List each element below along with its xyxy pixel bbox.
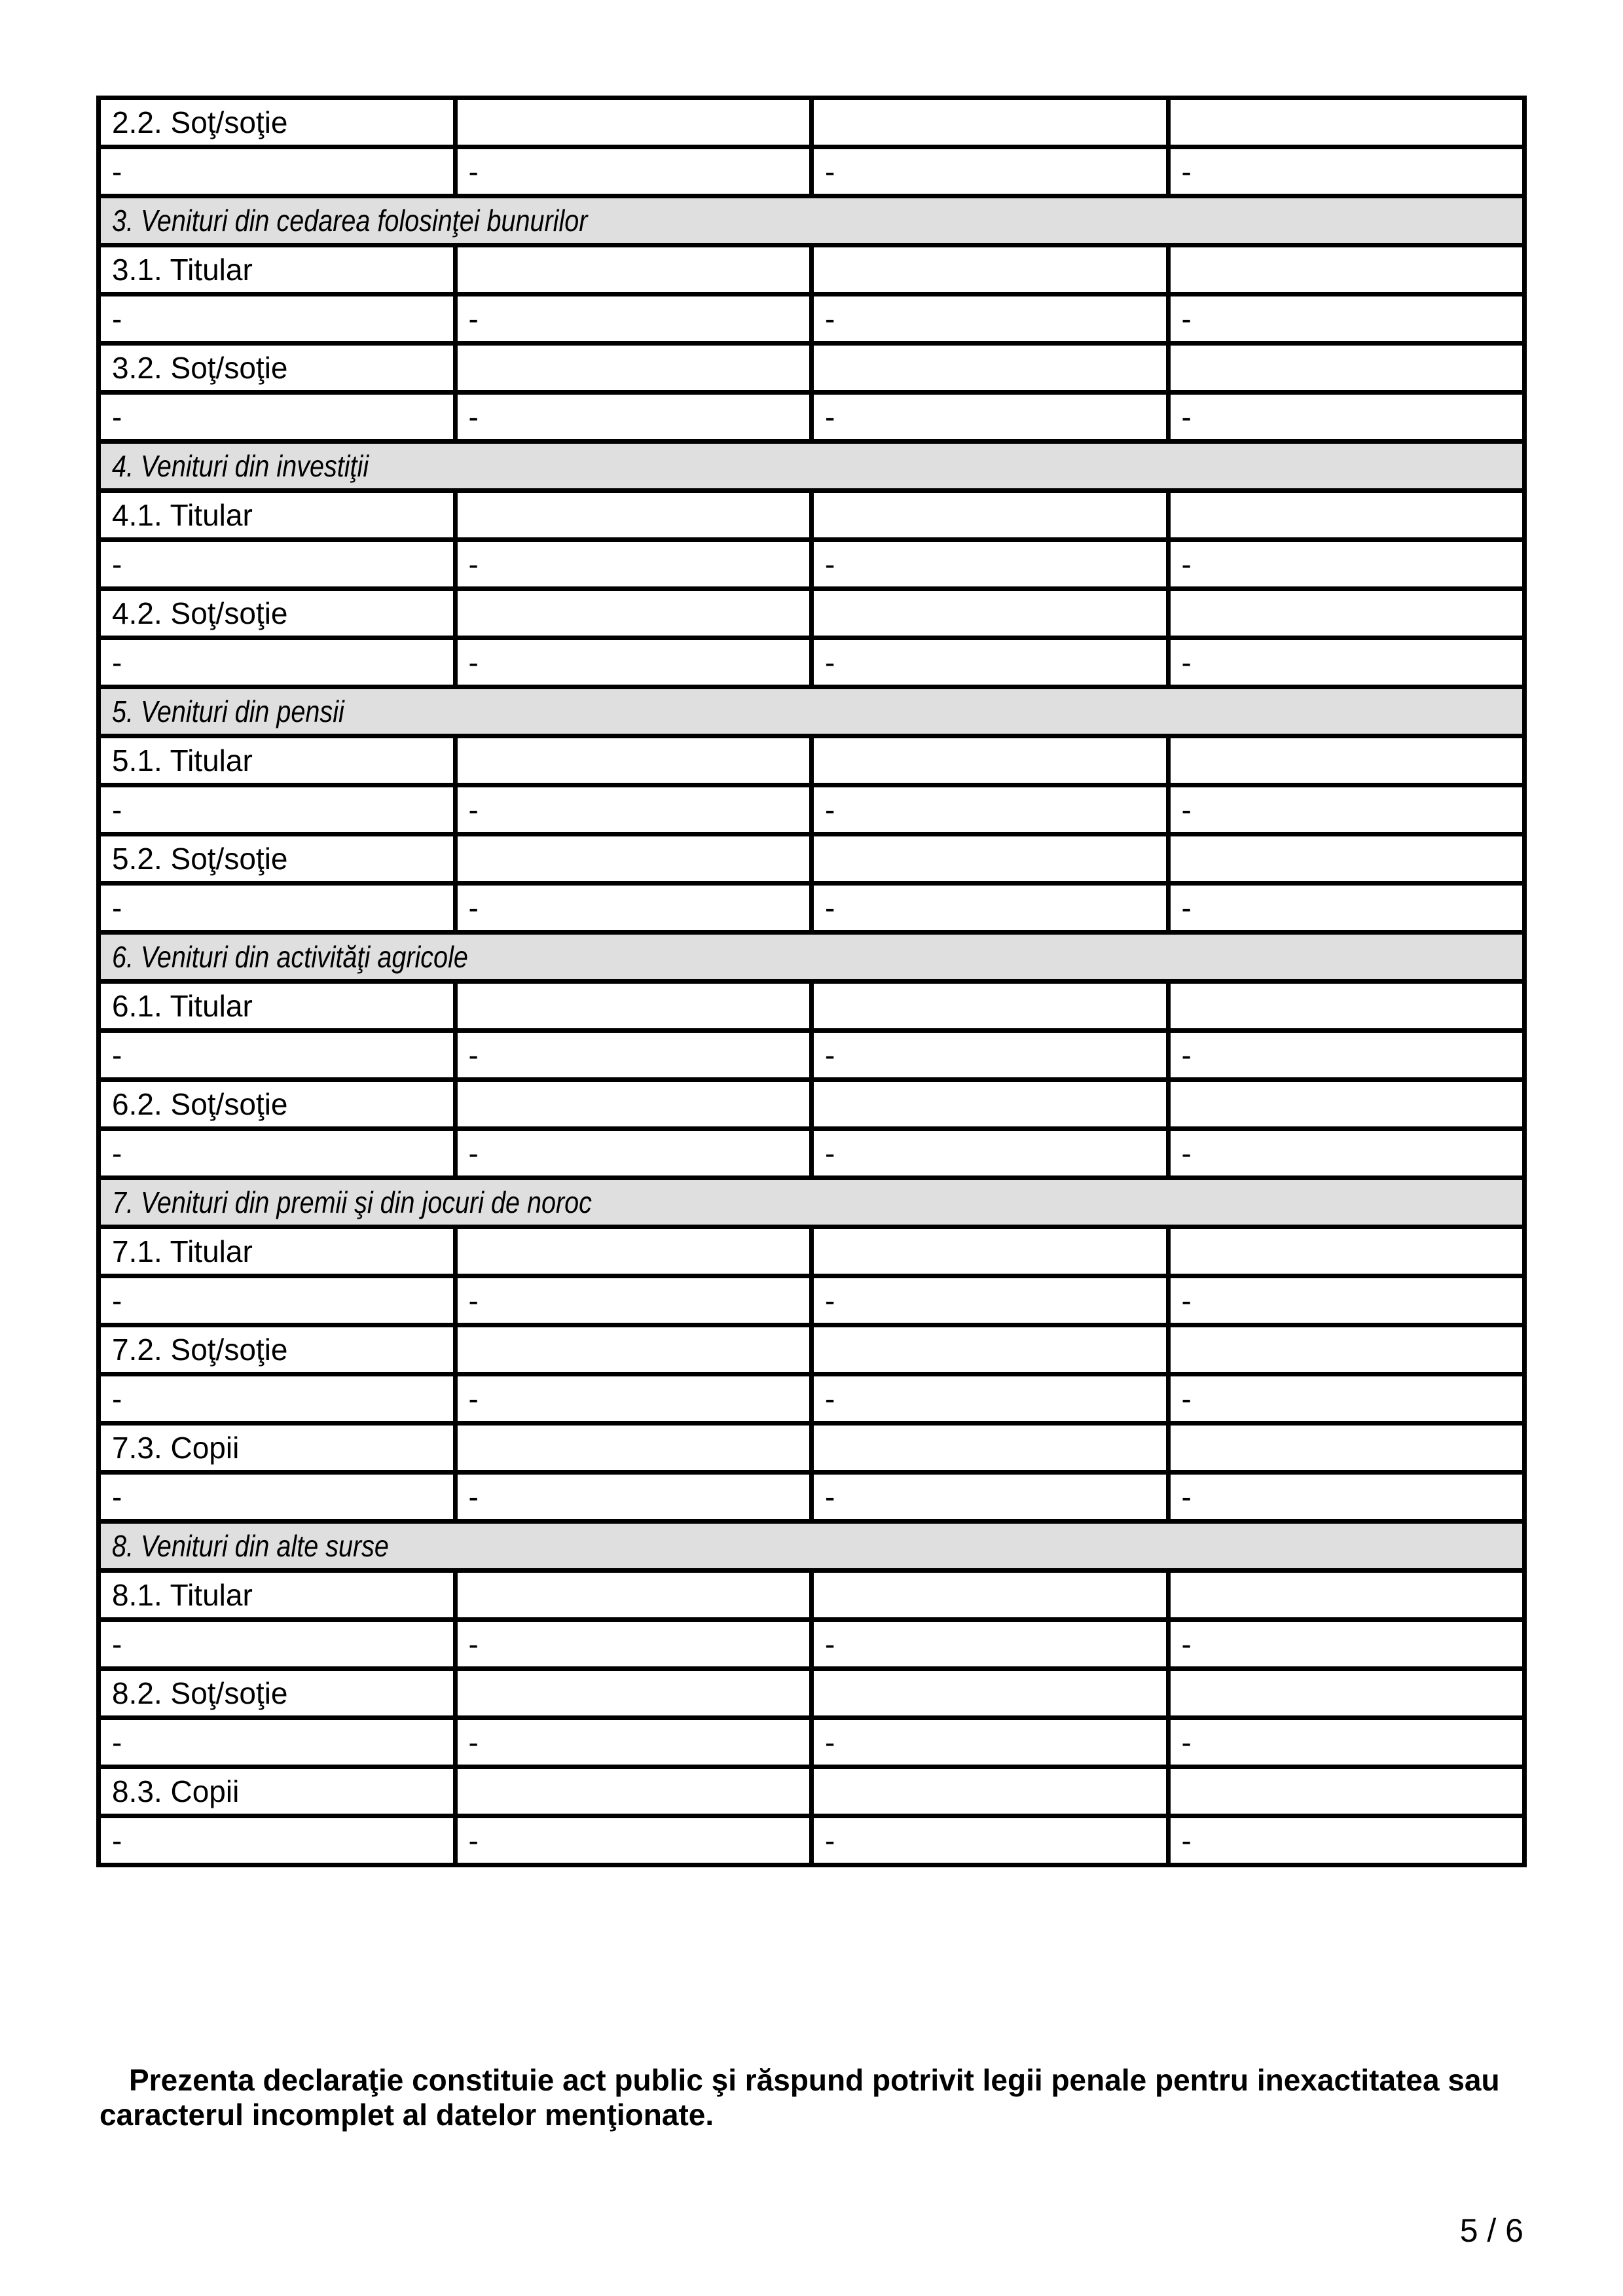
person-label-row — [99, 1767, 1525, 1816]
value-cell: - — [812, 1129, 1169, 1178]
person-label-row — [99, 736, 1525, 785]
empty-cell — [1168, 982, 1525, 1031]
value-cell: - — [812, 785, 1169, 834]
table-row — [99, 147, 1525, 196]
empty-cell — [455, 982, 812, 1031]
person-label-row — [99, 834, 1525, 884]
section-title-cell — [99, 1522, 1525, 1571]
person-label-cell: 3.2. Soţ/soţie — [99, 344, 456, 393]
page-number: 5 / 6 — [1459, 2212, 1523, 2249]
person-label-cell: 4.1. Titular — [99, 491, 456, 540]
value-cell: - — [1168, 1129, 1525, 1178]
empty-cell — [812, 1227, 1169, 1276]
section-title: 4. Venituri din investiţii — [112, 449, 369, 483]
person-label-cell: 8.3. Copii — [99, 1767, 456, 1816]
person-label-cell: 6.1. Titular — [99, 982, 456, 1031]
section-header-row — [99, 933, 1525, 982]
table-row — [99, 1374, 1525, 1424]
person-label-cell: 7.1. Titular — [99, 1227, 456, 1276]
table-row — [99, 1031, 1525, 1080]
table-row — [99, 1718, 1525, 1767]
empty-cell — [455, 736, 812, 785]
empty-cell — [1168, 245, 1525, 295]
empty-cell — [1168, 1080, 1525, 1129]
empty-cell — [455, 589, 812, 638]
person-label-row — [99, 98, 1525, 147]
value-cell: - — [812, 884, 1169, 933]
value-cell: - — [99, 638, 456, 687]
table-row — [99, 1816, 1525, 1865]
person-label-row — [99, 1227, 1525, 1276]
value-cell: - — [1168, 295, 1525, 344]
value-cell: - — [812, 1473, 1169, 1522]
table-row — [99, 1473, 1525, 1522]
person-label-cell: 4.2. Soţ/soţie — [99, 589, 456, 638]
person-label-row — [99, 491, 1525, 540]
value-cell: - — [455, 1620, 812, 1669]
value-cell: - — [99, 1276, 456, 1325]
income-table-body — [99, 98, 1525, 1865]
person-label-cell: 5.1. Titular — [99, 736, 456, 785]
person-label-row — [99, 1424, 1525, 1473]
empty-cell — [455, 1325, 812, 1374]
value-cell: - — [1168, 147, 1525, 196]
person-label-cell: 8.2. Soţ/soţie — [99, 1669, 456, 1718]
section-title-cell — [99, 687, 1525, 736]
value-cell: - — [455, 1473, 812, 1522]
empty-cell — [455, 1767, 812, 1816]
value-cell: - — [1168, 638, 1525, 687]
value-cell: - — [455, 1374, 812, 1424]
table-row — [99, 540, 1525, 589]
empty-cell — [812, 1767, 1169, 1816]
empty-cell — [1168, 589, 1525, 638]
empty-cell — [812, 344, 1169, 393]
value-cell: - — [99, 785, 456, 834]
person-label-row — [99, 1325, 1525, 1374]
value-cell: - — [812, 393, 1169, 442]
value-cell: - — [455, 1718, 812, 1767]
person-label-cell: 6.2. Soţ/soţie — [99, 1080, 456, 1129]
empty-cell — [812, 736, 1169, 785]
table-row — [99, 1620, 1525, 1669]
value-cell: - — [1168, 1031, 1525, 1080]
person-label-row — [99, 982, 1525, 1031]
value-cell: - — [99, 393, 456, 442]
section-header-row — [99, 1178, 1525, 1227]
table-row — [99, 393, 1525, 442]
value-cell: - — [812, 1031, 1169, 1080]
person-label-row — [99, 1080, 1525, 1129]
value-cell: - — [455, 785, 812, 834]
person-label-row — [99, 245, 1525, 295]
table-row — [99, 295, 1525, 344]
value-cell: - — [1168, 1473, 1525, 1522]
person-label-cell: 8.1. Titular — [99, 1571, 456, 1620]
section-title: 8. Venituri din alte surse — [112, 1529, 389, 1563]
empty-cell — [812, 245, 1169, 295]
section-title-cell — [99, 1178, 1525, 1227]
value-cell: - — [99, 1374, 456, 1424]
value-cell: - — [99, 1816, 456, 1865]
empty-cell — [1168, 834, 1525, 884]
value-cell: - — [1168, 393, 1525, 442]
table-row — [99, 884, 1525, 933]
empty-cell — [1168, 1571, 1525, 1620]
section-title-cell — [99, 933, 1525, 982]
empty-cell — [812, 1325, 1169, 1374]
empty-cell — [812, 1669, 1169, 1718]
value-cell: - — [99, 1129, 456, 1178]
section-title: 6. Venituri din activităţi agricole — [112, 940, 468, 974]
section-title-cell — [99, 442, 1525, 491]
empty-cell — [455, 1571, 812, 1620]
declaration-statement-line-2: caracterul incomplet al datelor menţionate. — [100, 2098, 714, 2132]
value-cell: - — [1168, 540, 1525, 589]
empty-cell — [1168, 491, 1525, 540]
value-cell: - — [455, 1276, 812, 1325]
section-header-row — [99, 1522, 1525, 1571]
value-cell: - — [812, 1620, 1169, 1669]
table-row — [99, 638, 1525, 687]
section-title-cell — [99, 196, 1525, 245]
income-declaration-table — [96, 96, 1527, 1867]
declaration-statement-line-1: Prezenta declaraţie constituie act public şi răspund potrivit legii penale pentru inexactitatea sau — [129, 2063, 1500, 2097]
empty-cell — [812, 982, 1169, 1031]
empty-cell — [455, 1080, 812, 1129]
value-cell: - — [1168, 884, 1525, 933]
value-cell: - — [1168, 1816, 1525, 1865]
value-cell: - — [812, 1718, 1169, 1767]
empty-cell — [455, 98, 812, 147]
value-cell: - — [455, 295, 812, 344]
empty-cell — [812, 1424, 1169, 1473]
value-cell: - — [812, 638, 1169, 687]
value-cell: - — [812, 1816, 1169, 1865]
empty-cell — [455, 1424, 812, 1473]
empty-cell — [455, 245, 812, 295]
value-cell: - — [812, 1276, 1169, 1325]
table-row — [99, 1276, 1525, 1325]
empty-cell — [812, 834, 1169, 884]
value-cell: - — [455, 638, 812, 687]
value-cell: - — [99, 1473, 456, 1522]
empty-cell — [455, 491, 812, 540]
value-cell: - — [99, 147, 456, 196]
value-cell: - — [812, 295, 1169, 344]
value-cell: - — [99, 295, 456, 344]
value-cell: - — [455, 147, 812, 196]
table-row — [99, 1129, 1525, 1178]
value-cell: - — [455, 1816, 812, 1865]
value-cell: - — [812, 1374, 1169, 1424]
person-label-row — [99, 1669, 1525, 1718]
person-label-row — [99, 589, 1525, 638]
empty-cell — [455, 1227, 812, 1276]
value-cell: - — [455, 393, 812, 442]
person-label-cell: 3.1. Titular — [99, 245, 456, 295]
empty-cell — [812, 1080, 1169, 1129]
section-title: 5. Venituri din pensii — [112, 694, 344, 728]
empty-cell — [455, 344, 812, 393]
empty-cell — [1168, 1669, 1525, 1718]
empty-cell — [812, 589, 1169, 638]
value-cell: - — [455, 884, 812, 933]
section-header-row — [99, 196, 1525, 245]
section-header-row — [99, 687, 1525, 736]
empty-cell — [455, 834, 812, 884]
value-cell: - — [812, 147, 1169, 196]
empty-cell — [1168, 1227, 1525, 1276]
empty-cell — [1168, 1767, 1525, 1816]
person-label-cell: 2.2. Soţ/soţie — [99, 98, 456, 147]
value-cell: - — [99, 1718, 456, 1767]
value-cell: - — [99, 540, 456, 589]
value-cell: - — [99, 1031, 456, 1080]
value-cell: - — [455, 540, 812, 589]
value-cell: - — [1168, 1374, 1525, 1424]
empty-cell — [812, 491, 1169, 540]
empty-cell — [1168, 344, 1525, 393]
empty-cell — [812, 98, 1169, 147]
empty-cell — [812, 1571, 1169, 1620]
declaration-statement — [100, 2063, 1540, 2132]
table-row — [99, 785, 1525, 834]
value-cell: - — [1168, 785, 1525, 834]
person-label-cell: 5.2. Soţ/soţie — [99, 834, 456, 884]
value-cell: - — [455, 1031, 812, 1080]
empty-cell — [455, 1669, 812, 1718]
value-cell: - — [1168, 1276, 1525, 1325]
value-cell: - — [99, 884, 456, 933]
value-cell: - — [812, 540, 1169, 589]
empty-cell — [1168, 1424, 1525, 1473]
value-cell: - — [455, 1129, 812, 1178]
value-cell: - — [1168, 1620, 1525, 1669]
person-label-row — [99, 344, 1525, 393]
person-label-row — [99, 1571, 1525, 1620]
value-cell: - — [99, 1620, 456, 1669]
section-title: 3. Venituri din cedarea folosinţei bunurilor — [112, 204, 588, 238]
empty-cell — [1168, 98, 1525, 147]
section-title: 7. Venituri din premii şi din jocuri de noroc — [112, 1185, 592, 1219]
empty-cell — [1168, 736, 1525, 785]
person-label-cell: 7.2. Soţ/soţie — [99, 1325, 456, 1374]
section-header-row — [99, 442, 1525, 491]
value-cell: - — [1168, 1718, 1525, 1767]
person-label-cell: 7.3. Copii — [99, 1424, 456, 1473]
empty-cell — [1168, 1325, 1525, 1374]
